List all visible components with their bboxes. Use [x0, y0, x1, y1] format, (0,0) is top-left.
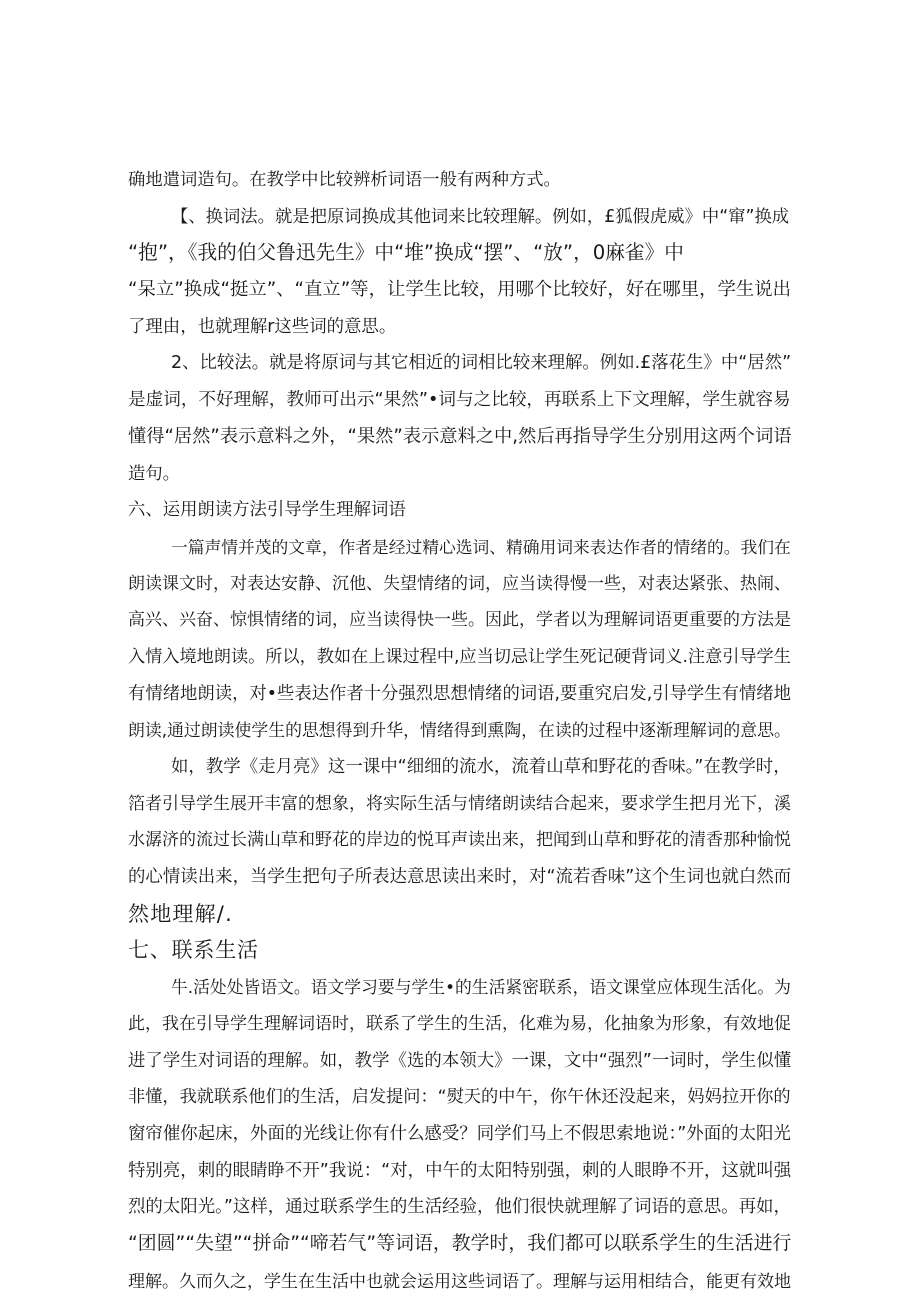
text-line: 此，我在引导学生理解词语时，联系了学生的生活，化难为易，化抽象为形象，有效地促 [128, 1014, 791, 1034]
section-heading: 七、联系生活 [128, 938, 259, 962]
text-line: 非懂，我就联系他们的生活，启发提问：“熨天的中午，你午休还没起来，妈妈拉开你的 [128, 1087, 791, 1107]
text-line: 如，教学《走月亮》这一课中“细细的流水，流着山草和野花的香味。”在教学时， [171, 757, 791, 777]
text-line: 2、比较法。就是将原词与其它相近的词相比较来理解。例如.£落花生》中“居然” [171, 353, 792, 373]
text-line: 高兴、兴奋、惊惧情绪的词，应当读得快一些。因此，学者以为理解词语更重要的方法是 [128, 610, 791, 630]
text-line: 牛.活处处皆语文。语文学习要与学生•的生活紧密联系，语文课堂应体现生活化。为 [171, 977, 791, 997]
text-line: 水潺济的流过长满山草和野花的岸边的悦耳声读出来，把闻到山草和野花的清香那种愉悦 [128, 830, 791, 850]
section-heading: 六、运用朗读方法引导学生理解词语 [128, 500, 406, 520]
text-line: 烈的太阳光。”这样，通过联系学生的生活经验，他们很快就理解了词语的意思。再如， [128, 1197, 791, 1217]
text-line: 造句。 [128, 464, 180, 484]
text-line: 一篇声情并茂的文章，作者是经过精心选词、精确用词来表达作者的情绪的。我们在 [171, 537, 791, 557]
text-line: “呆立”换成“挺立”、“直立”等，让学生比较，用哪个比较好，好在哪里，学生说出 [128, 279, 791, 300]
text-line: 朗读,通过朗读使学生的思想得到升华，情绪得到熏陶，在读的过程中逐渐理解词的意思。 [128, 720, 791, 740]
text-line: 懂得“居然”表示意料之外，“果然”表示意料之中,然后再指导学生分别用这两个词语 [128, 426, 792, 447]
text-line: 有情绪地朗读，对•些表达作者十分强烈思想情绪的词语,要重究启发,引导学生有情绪地 [128, 684, 791, 704]
text-line: 的心情读出来，当学生把句子所表达意思读出来时，对“流若香味”这个生词也就白然而 [128, 867, 792, 887]
text-line: 特别亮，刺的眼睛睁不开”我说：“对，中午的太阳特别强，刺的人眼睁不开，这就叫强 [128, 1161, 792, 1181]
text-line: 窗帘催你起床，外面的光线让你有什么感受？同学们马上不假思索地说：”外面的太阳光 [128, 1124, 791, 1144]
text-line: 入情入境地朗读。所以，教如在上课过程中,应当切忌让学生死记硬背词义.注意引导学生 [128, 647, 791, 667]
text-line: 了理由，也就理解r这些词的意思。 [128, 317, 397, 337]
text-line: “团圆”“失望”“拼命”“啼若气”等词语，教学时，我们都可以联系学生的生活进行 [128, 1233, 792, 1254]
text-line: 箔者引导学生展开丰富的想象，将实际生活与情绪朗读结合起来，要求学生把月光下，溪 [128, 794, 791, 814]
text-line: 理解。久而久之，学生在生活中也就会运用这些词语了。理解与运用相结合，能更有效地 [128, 1272, 791, 1292]
text-line: 确地遣词造句。在教学中比较辨析词语一般有两种方式。 [128, 170, 561, 190]
text-line: 朗读课文时，对表达安静、沉他、失望情绪的词，应当读得慢一些，对表达紧张、热闹、 [128, 574, 791, 594]
text-line: 进了学生对词语的理解。如，教学《选的本领大》一课，文中“强烈”一词时，学生似懂 [128, 1051, 792, 1071]
text-line: 是虚词，不好理解，教师可出示“果然”•词与之比较，再联系上下文理解，学生就容易 [128, 390, 791, 410]
text-line: 然地理解/. [128, 902, 233, 926]
text-line: “抱”，《我的伯父鲁迅先生》中“堆”换成“摆”、“放”，0麻雀》中 [128, 241, 684, 264]
text-line: 【、换词法。就是把原词换成其他词来比较理解。例如，£狐假虎威》中“窜”换成 [171, 207, 790, 227]
